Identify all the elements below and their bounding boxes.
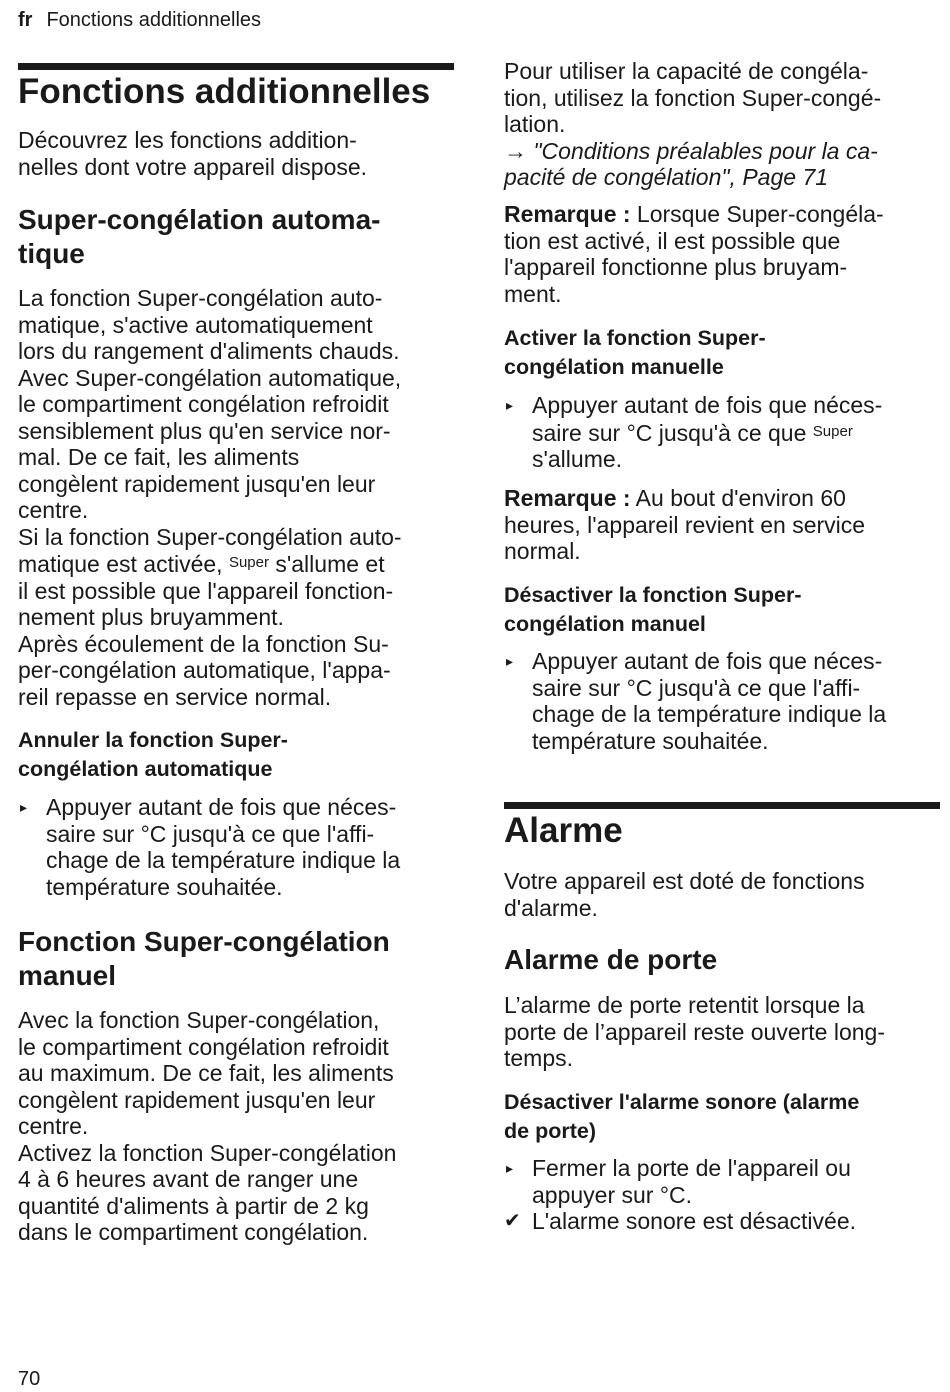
note-noise: Remarque : Lorsque Super-congéla- tion est activé, il est possible que l'appareil fonctionne plus bruyam- ment. (504, 201, 884, 307)
door-alarm-result: ✔ L'alarme sonore est désactivée. (504, 1208, 857, 1234)
running-header (18, 9, 261, 32)
step-marker-icon: ▸ (20, 799, 28, 815)
activate-manual-heading: Activer la fonction Super- congélation manuelle (504, 326, 766, 379)
step-marker-icon: ▸ (506, 653, 514, 669)
step-marker-icon: ▸ (506, 1160, 514, 1176)
alarm-title: Alarme (504, 811, 623, 850)
door-alarm-off-step: ▸ Fermer la porte de l'appareil ou appuyer sur °C. (506, 1155, 851, 1208)
manual-superfreeze-text: Avec la fonction Super-congélation, le compartiment congélation refroidit au maximum. De ce fait, les aliments congèlent rapidement jusqu'en leur centre. Activez la fonction Super-congélation 4 à 6 heures avant de ranger une quantité d'aliments à partir de 2 kg dans le compartiment congélation. (18, 1007, 397, 1245)
checkmark-icon: ✔ (504, 1210, 521, 1232)
step-marker-icon: ▸ (506, 397, 514, 413)
deactivate-manual-heading: Désactiver la fonction Super- congélation manuel (504, 583, 802, 636)
section-rule (18, 63, 454, 70)
capacity-paragraph: Pour utiliser la capacité de congéla- tion, utilisez la fonction Super-congé- lation. → "Conditions préalables pour la ca- pacité de congélation", Page 71 (504, 58, 940, 191)
door-alarm-text: L’alarme de porte retentit lorsque la porte de l’appareil reste ouverte long- temps. (504, 992, 886, 1071)
arrow-icon: → (504, 137, 527, 164)
auto-superfreeze-heading: Super-congélation automa- tique (18, 204, 381, 269)
section-rule (504, 802, 940, 809)
intro-paragraph: Découvrez les fonctions addition- nelles dont votre appareil dispose. (18, 127, 368, 180)
cancel-auto-heading: Annuler la fonction Super- congélation automatique (18, 728, 288, 781)
door-alarm-off-heading: Désactiver l'alarme sonore (alarme de porte) (504, 1090, 860, 1143)
door-alarm-heading: Alarme de porte (504, 944, 718, 975)
activate-manual-step: ▸ Appuyer autant de fois que néces- saire sur °C jusqu'à ce que $^{Super}$ s'allume. (506, 392, 883, 472)
super-symbol: Super (812, 422, 853, 440)
note-label: Remarque : (504, 201, 631, 227)
note-label: Remarque : (504, 485, 631, 511)
manual-superfreeze-heading: Fonction Super-congélation manuel (18, 926, 390, 991)
auto-superfreeze-text: La fonction Super-congélation auto- matique, s'active automatiquement lors du rangement d'aliments chauds. Avec Super-congélation automatique, le compartiment congélation refroidit sensiblement plus qu'en service nor- mal. De ce fait, les aliments congèlent rapidement jusqu'en leur centre. Si la fonction Super-congélation auto- matique est activée, $^{Super}$ s'allume et il est possible que l'appareil fonction- nement plus bruyamment. Après écoulement de la fonction Su- per-congélation automatique, l'appa- reil repasse en service normal. (18, 285, 402, 710)
alarm-intro: Votre appareil est doté de fonctions d'alarme. (504, 868, 865, 921)
deactivate-manual-step: ▸ Appuyer autant de fois que néces- saire sur °C jusqu'à ce que l'affi- chage de la température indique la température souhaitée. (506, 648, 887, 754)
super-symbol: Super (228, 554, 269, 571)
capacity-cross-reference: → "Conditions préalables pour la ca- (504, 137, 878, 164)
language-code: fr (18, 9, 33, 31)
header-title: Fonctions additionnelles (46, 9, 262, 31)
section-title: Fonctions additionnelles (18, 72, 431, 111)
note-duration: Remarque : Au bout d'environ 60 heures, l'appareil revient en service normal. (504, 485, 866, 564)
cancel-auto-step: ▸ Appuyer autant de fois que néces- saire sur °C jusqu'à ce que l'affi- chage de la température indique la température souhaitée. (20, 794, 401, 900)
page-number: 70 (18, 1368, 41, 1390)
